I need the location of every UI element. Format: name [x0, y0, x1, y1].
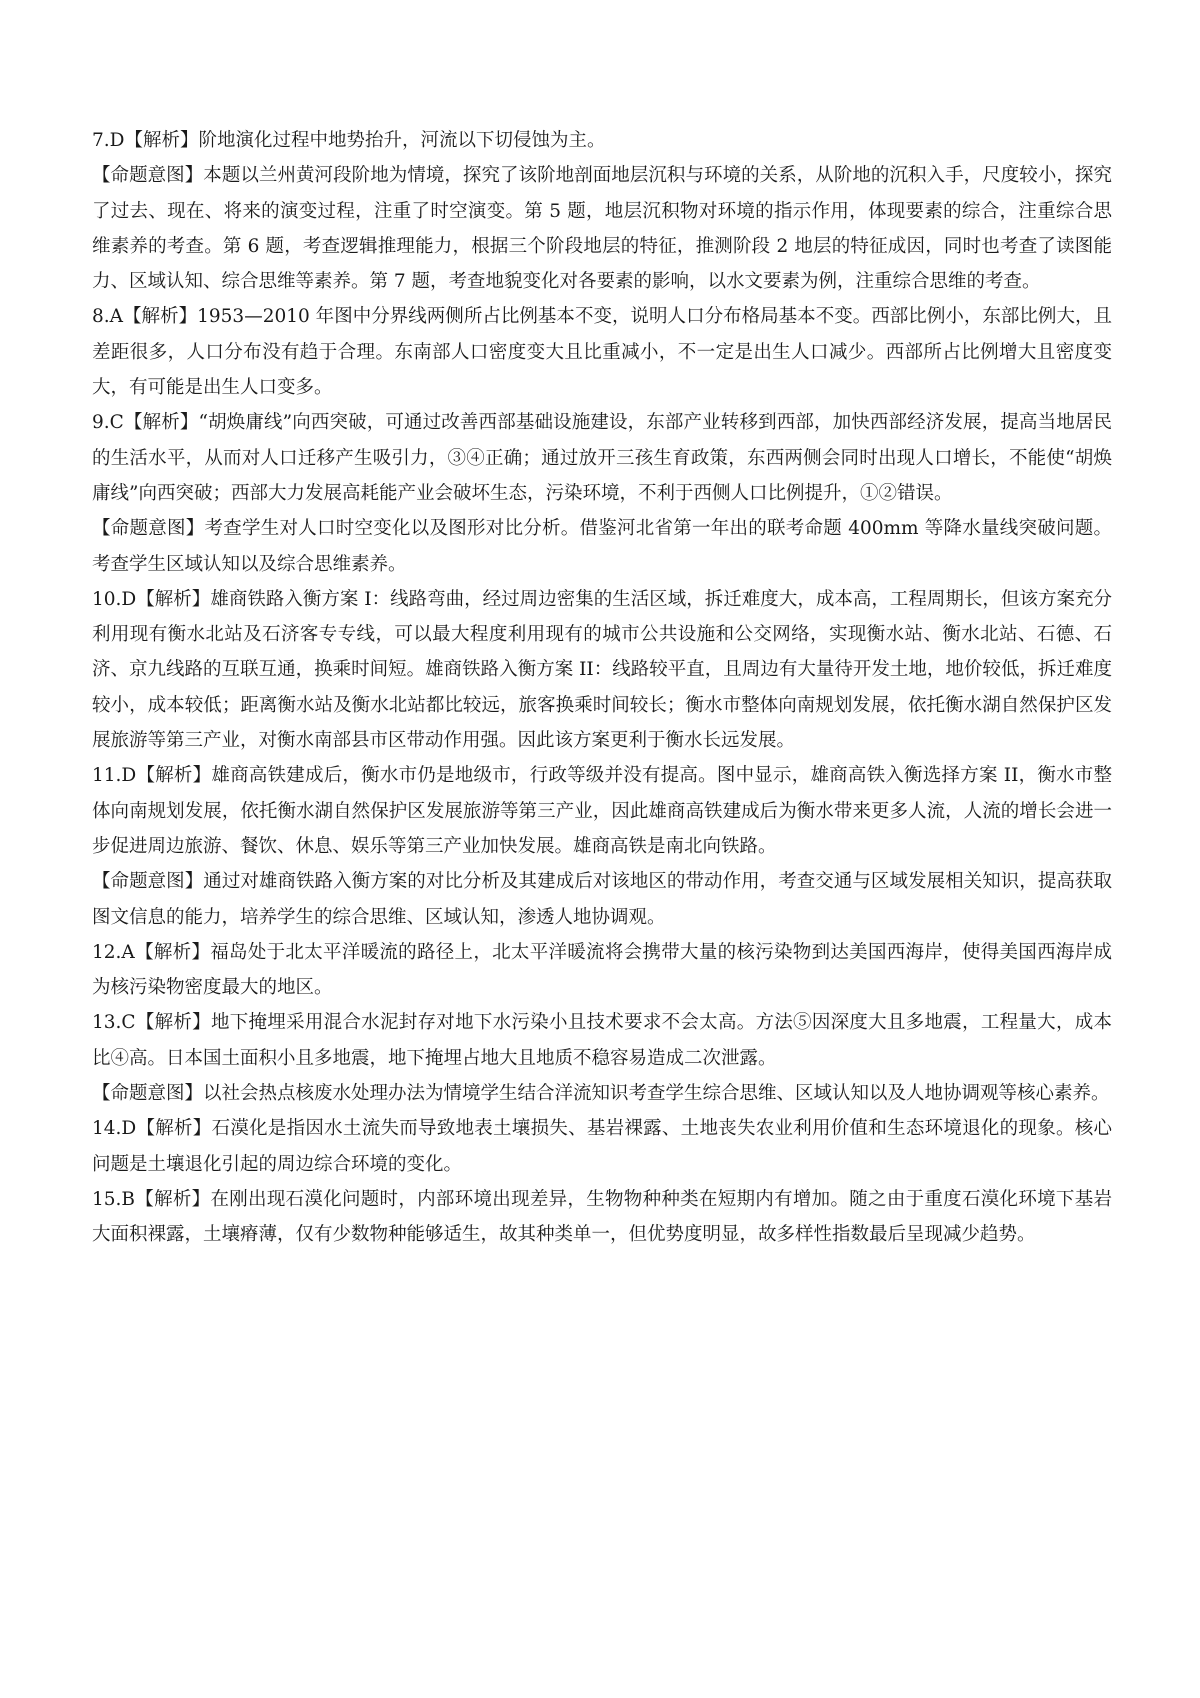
intent-8-9	[92, 511, 1112, 582]
answer-15	[92, 1182, 1112, 1253]
answer-14	[92, 1111, 1112, 1182]
intent-label: 【命题意图】	[92, 1083, 204, 1105]
answer-text: 在刚出现石漠化问题时，内部环境出现差异，生物物种种类在短期内有增加。随之由于重度石漠化环境下基岩大面积裸露，土壤瘠薄，仅有少数物种能够适生，故其种类单一，但优势度明显，故多样性指数最后呈现减少趋势。	[92, 1188, 1112, 1246]
answer-7	[92, 123, 1112, 158]
intent-label: 【命题意图】	[92, 871, 204, 893]
answer-text: 雄商铁路入衡方案 I：线路弯曲，经过周边密集的生活区域，拆迁难度大，成本高，工程周期长，但该方案充分利用现有衡水北站及石济客专专线，可以最大程度利用现有的城市公共设施和公交网络，实现衡水站、衡水北站、石德、石济、京九线路的互联互通，换乘时间短。雄商铁路入衡方案 II：线路较平直，且周边有大量待开发土地，地价较低，拆迁难度较小，成本较低；距离衡水站及衡水北站都比较远，旅客换乘时间较长；衡水市整体向南规划发展，依托衡水湖自然保护区发展旅游等第三产业，对衡水南部县市区带动作用强。因此该方案更利于衡水长远发展。	[92, 588, 1112, 752]
answer-text: 雄商高铁建成后，衡水市仍是地级市，行政等级并没有提高。图中显示，雄商高铁入衡选择方案 II，衡水市整体向南规划发展，依托衡水湖自然保护区发展旅游等第三产业，因此雄商高铁建成后为衡水带来更多人流，人流的增长会进一步促进周边旅游、餐饮、休息、娱乐等第三产业加快发展。雄商高铁是南北向铁路。	[92, 765, 1112, 857]
intent-text: 本题以兰州黄河段阶地为情境，探究了该阶地剖面地层沉积与环境的关系，从阶地的沉积入手，尺度较小，探究了过去、现在、将来的演变过程，注重了时空演变。第 5 题，地层沉积物对环境的指示作用，体现要素的综合，注重综合思维素养的考查。第 6 题，考查逻辑推理能力，根据三个阶段地层的特征，推测阶段 2 地层的特征成因，同时也考查了读图能力、区域认知、综合思维等素养。第 7 题，考查地貌变化对各要素的影响，以水文要素为例，注重综合思维的考查。	[92, 165, 1112, 293]
answer-label: 12.A【解析】	[92, 941, 211, 963]
answer-13	[92, 1005, 1112, 1076]
answer-text: “胡焕庸线”向西突破，可通过改善西部基础设施建设，东部产业转移到西部，加快西部经济发展，提高当地居民的生活水平，从而对人口迁移产生吸引力，③④正确；通过放开三孩生育政策，东西两侧会同时出现人口增长，不能使“胡焕庸线”向西突破；西部大力发展高耗能产业会破坏生态，污染环境，不利于西侧人口比例提升，①②错误。	[92, 412, 1112, 504]
intent-5-7	[92, 158, 1112, 299]
answer-8	[92, 299, 1112, 405]
intent-label: 【命题意图】	[92, 165, 204, 187]
answer-text: 阶地演化过程中地势抬升，河流以下切侵蚀为主。	[198, 130, 606, 151]
answer-text: 石漠化是指因水土流失而导致地表土壤损失、基岩裸露、土地丧失农业利用价值和生态环境退化的现象。核心问题是土壤退化引起的周边综合环境的变化。	[92, 1118, 1112, 1175]
intent-label: 【命题意图】	[92, 518, 205, 540]
answer-label: 7.D【解析】	[92, 130, 199, 151]
answer-text: 地下掩埋采用混合水泥封存对地下水污染小且技术要求不会太高。方法⑤因深度大且多地震，工程量大，成本比④高。日本国土面积小且多地震，地下掩埋占地大且地质不稳容易造成二次泄露。	[92, 1012, 1112, 1069]
answer-10	[92, 582, 1112, 758]
intent-10-11	[92, 864, 1112, 935]
intent-text: 通过对雄商铁路入衡方案的对比分析及其建成后对该地区的带动作用，考查交通与区域发展相关知识，提高获取图文信息的能力，培养学生的综合思维、区域认知，渗透人地协调观。	[92, 871, 1112, 928]
answer-text: 福岛处于北太平洋暖流的路径上，北太平洋暖流将会携带大量的核污染物到达美国西海岸，使得美国西海岸成为核污染物密度最大的地区。	[92, 941, 1112, 999]
answer-label: 15.B【解析】	[92, 1188, 211, 1210]
intent-text: 考查学生对人口时空变化以及图形对比分析。借鉴河北省第一年出的联考命题 400mm 等降水量线突破问题。考查学生区域认知以及综合思维素养。	[92, 518, 1112, 575]
answer-label: 10.D【解析】	[92, 588, 211, 610]
answer-label: 14.D【解析】	[92, 1118, 212, 1140]
intent-12-13	[92, 1076, 1112, 1111]
document-body	[92, 123, 1112, 1253]
answer-label: 9.C【解析】	[92, 412, 199, 434]
intent-text: 以社会热点核废水处理办法为情境学生结合洋流知识考查学生综合思维、区域认知以及人地协调观等核心素养。	[203, 1083, 1110, 1105]
answer-12	[92, 935, 1112, 1006]
answer-9	[92, 405, 1112, 511]
answer-text: 1953—2010 年图中分界线两侧所占比例基本不变，说明人口分布格局基本不变。西部比例小，东部比例大，且差距很多，人口分布没有趋于合理。东南部人口密度变大且比重减小，不一定是出生人口减少。西部所占比例增大且密度变大，有可能是出生人口变多。	[92, 306, 1112, 399]
answer-label: 11.D【解析】	[92, 765, 212, 787]
answer-label: 13.C【解析】	[92, 1012, 211, 1034]
answer-label: 8.A【解析】	[92, 306, 198, 328]
answer-11	[92, 758, 1112, 864]
